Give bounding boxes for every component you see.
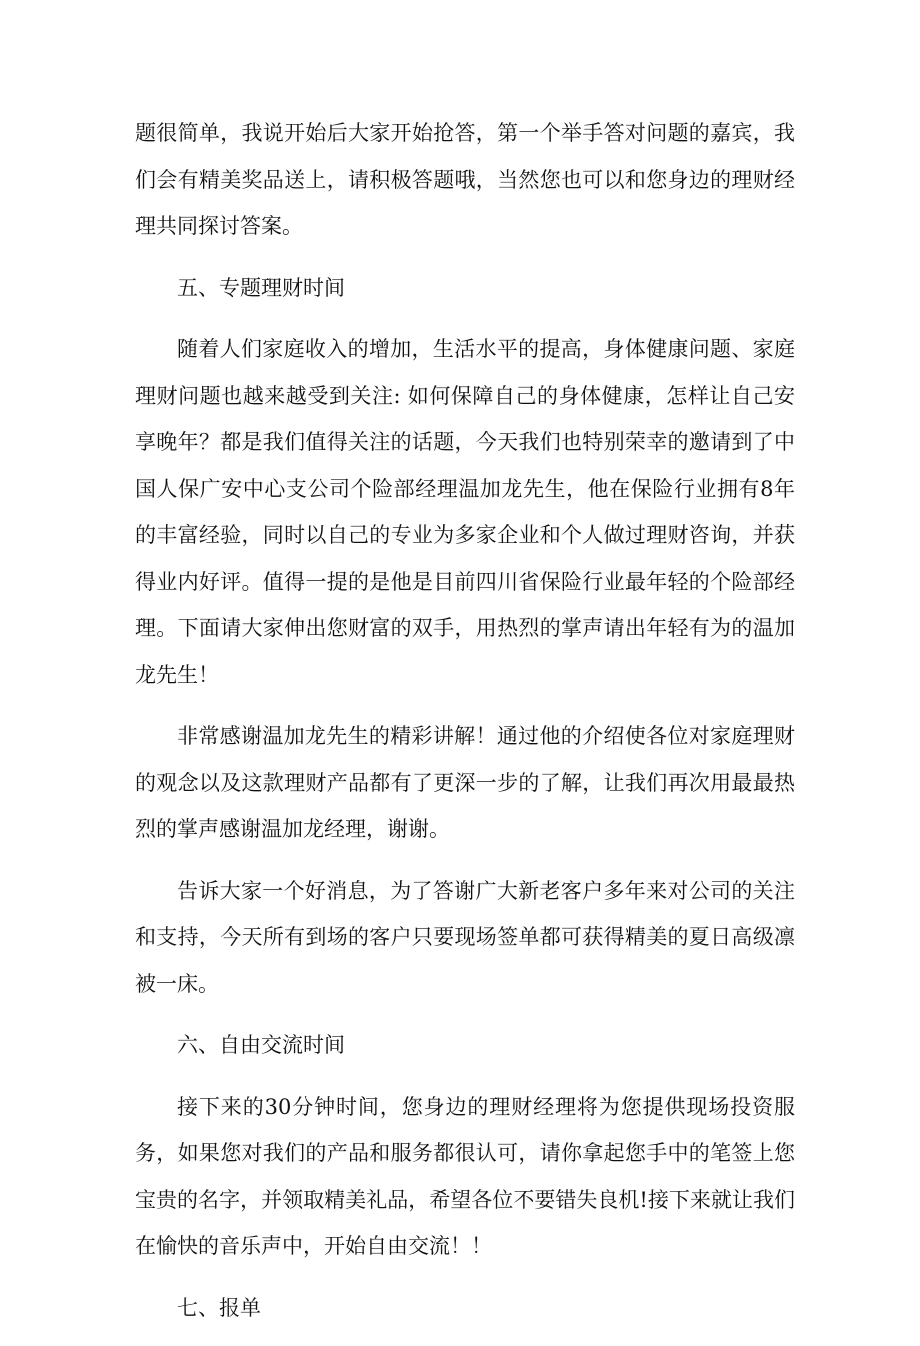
section-heading-5: 五、专题理财时间 <box>177 275 345 300</box>
document-body <box>135 110 795 1346</box>
paragraph-thanks: 非常感谢温加龙先生的精彩讲解！通过他的介绍使各位对家庭理财的观念以及这款理财产品都有了更深一步的了解，让我们再次用最最热烈的掌声感谢温加龙经理，谢谢。 <box>135 724 795 841</box>
section-heading-7: 七、报单 <box>177 1295 261 1320</box>
paragraph-quiz-rules: 题很简单，我说开始后大家开始抢答，第一个举手答对问题的嘉宾，我们会有精美奖品送上，请积极答题哦，当然您也可以和您身边的理财经理共同探讨答案。 <box>135 121 795 238</box>
paragraph-free-exchange: 接下来的30分钟时间，您身边的理财经理将为您提供现场投资服务，如果您对我们的产品和服务都很认可，请你拿起您手中的笔签上您宝贵的名字，并领取精美礼品，希望各位不要错失良机!接下来就让我们在愉快的音乐声中，开始自由交流！！ <box>135 1094 795 1258</box>
paragraph-good-news: 告诉大家一个好消息，为了答谢广大新老客户多年来对公司的关注和支持，今天所有到场的客户只要现场签单都可获得精美的夏日高级凛被一床。 <box>135 878 795 996</box>
section-heading-6: 六、自由交流时间 <box>177 1033 345 1057</box>
paragraph-speaker-intro: 随着人们家庭收入的增加，生活水平的提高，身体健康问题、家庭理财问题也越来越受到关注: 如何保障自己的身体健康，怎样让自己安享晚年？都是我们值得关注的话题，今天我们也特别荣幸的邀请到了中国人保广安中心支公司个险部经理温加龙先生，他在保险行业拥有8年的丰富经验，同时以自己的专业为多家企业和个人做过理财咨询，并获得业内好评。值得一提的是他是目前四川省保险行业最年轻的个险部经理。下面请大家伸出您财富的双手，用热烈的掌声请出年轻有为的温加龙先生！ <box>135 337 795 687</box>
